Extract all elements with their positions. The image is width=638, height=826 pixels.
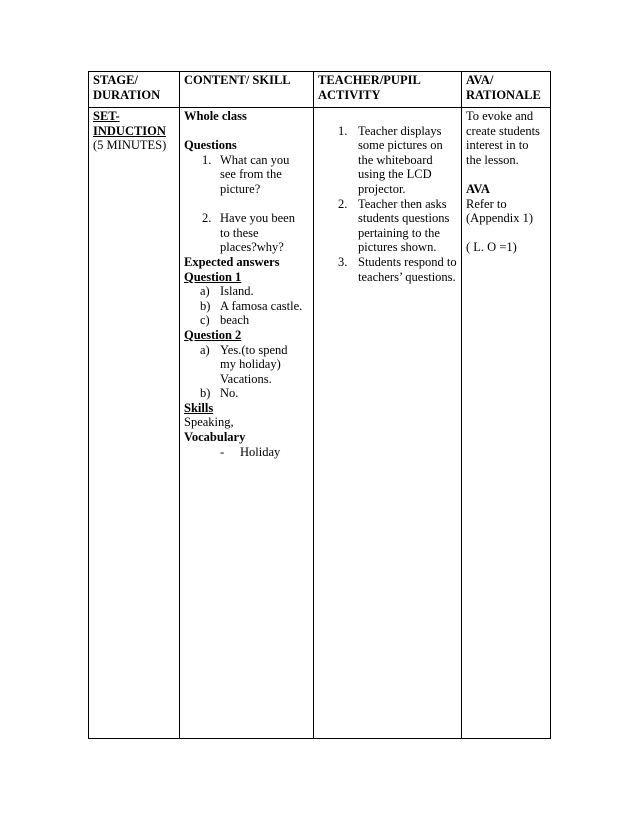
list-item: - Holiday	[220, 444, 281, 459]
list-item: b) A famosa castle.	[200, 298, 303, 313]
table-row	[89, 108, 551, 739]
content-cell	[180, 108, 314, 739]
activity-cell	[314, 108, 462, 739]
list-item: a) Yes.(to spend my holiday) Vacations.	[200, 342, 288, 386]
expected-answers-heading: Expected answers	[184, 254, 280, 269]
stage-cell	[89, 108, 180, 739]
header-ava: AVA/ RATIONALE	[462, 72, 551, 108]
list-item: 2. Have you been to these places?why?	[202, 211, 295, 255]
rationale-cell: To evoke and create students interest in to the lesson. AVA Refer to (Appendix 1) ( L. O =1)	[462, 108, 551, 739]
stage-duration: (5 MINUTES)	[93, 138, 167, 153]
whole-class-label: Whole class	[184, 109, 247, 123]
questions-heading: Questions	[184, 138, 237, 153]
list-item: 1. Teacher displays some pictures on the whiteboard using the LCD projector.	[338, 123, 443, 196]
skills-heading: Skills	[184, 400, 214, 415]
header-activity: TEACHER/PUPIL ACTIVITY	[314, 72, 462, 108]
questions-list	[184, 153, 310, 255]
ava-heading: AVA	[466, 181, 490, 196]
question2-heading: Question 2	[184, 327, 242, 342]
vocabulary-heading: Vocabulary	[184, 430, 246, 445]
list-item: 2. Teacher then asks students questions pertaining to the pictures shown.	[338, 196, 450, 255]
table-header-row	[89, 72, 551, 108]
list-item: a) Island.	[200, 284, 254, 299]
header-content: CONTENT/ SKILL	[180, 72, 314, 108]
question2-answers	[184, 343, 310, 401]
list-item: b) No.	[200, 386, 239, 401]
stage-name-2: INDUCTION	[93, 123, 166, 138]
question1-heading: Question 1	[184, 269, 242, 284]
stage-name: SET-	[93, 109, 120, 123]
lesson-plan-table	[88, 71, 551, 739]
header-stage: STAGE/ DURATION	[89, 72, 180, 108]
list-item: c) beach	[200, 313, 250, 328]
learning-outcome: ( L. O =1)	[466, 240, 517, 255]
list-item: 1. What can you see from the picture?	[202, 152, 290, 196]
vocabulary-list	[184, 445, 310, 460]
skills-text: Speaking,	[184, 415, 234, 430]
question1-answers	[184, 284, 310, 328]
list-item: 3. Students respond to teachers’ questions.	[338, 254, 457, 284]
activity-steps	[318, 124, 458, 285]
